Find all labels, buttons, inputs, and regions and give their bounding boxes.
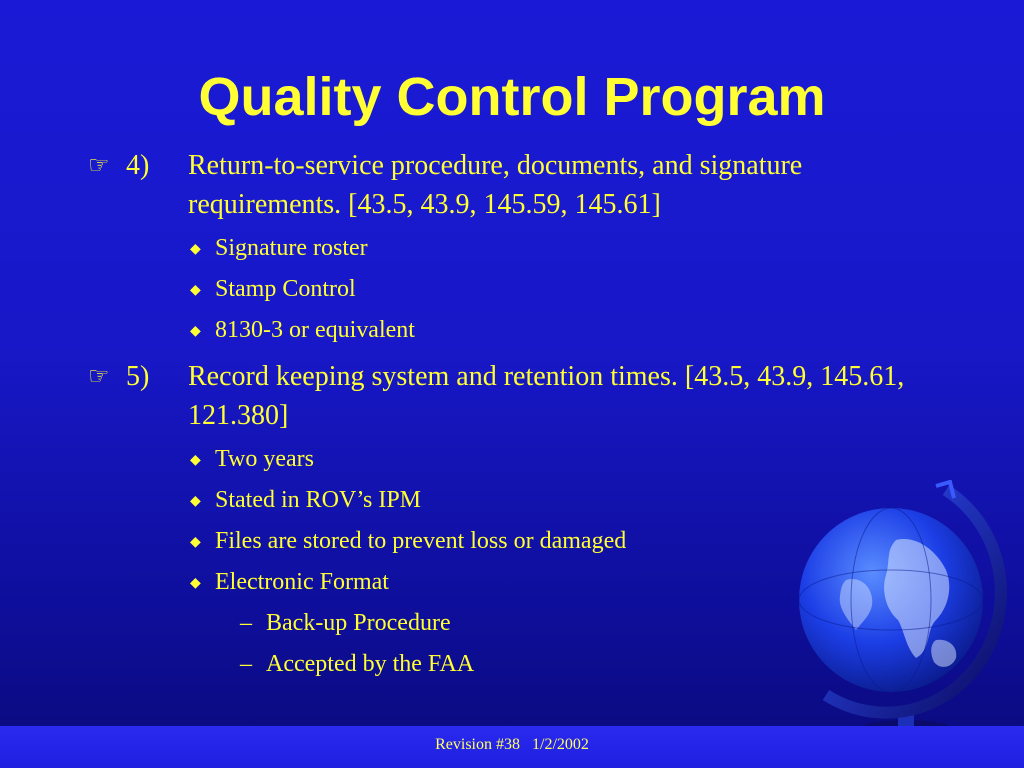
sub-sub-bullet-text: Accepted by the FAA <box>266 651 475 677</box>
sub-sub-bullet-text: Back-up Procedure <box>266 610 451 636</box>
revision-label: Revision #38 <box>435 736 520 753</box>
sub-bullet-text: Stamp Control <box>215 276 356 302</box>
sub-bullet-item <box>88 439 948 480</box>
sub-bullet-text: Electronic Format <box>215 569 389 595</box>
footer <box>0 736 1024 754</box>
diamond-bullet-icon: ◆ <box>190 575 201 591</box>
sub-bullet-text: Two years <box>215 446 314 472</box>
sub-bullet-item <box>88 310 948 351</box>
sub-bullet-item <box>88 228 948 269</box>
bullet-item-5 <box>88 357 948 435</box>
sub-bullet-text: 8130-3 or equivalent <box>215 317 415 343</box>
bullet-number: 4) <box>126 150 150 181</box>
diamond-bullet-icon: ◆ <box>190 241 201 257</box>
diamond-bullet-icon: ◆ <box>190 534 201 550</box>
bullet-text: Record keeping system and retention times. [43.5, 43.9, 145.61, 121.380] <box>188 361 905 431</box>
diamond-bullet-icon: ◆ <box>190 493 201 509</box>
footer-date: 1/2/2002 <box>532 736 589 753</box>
bullet-text: Return-to-service procedure, documents, and signature requirements. [43.5, 43.9, 145.59, 145.61] <box>188 150 803 220</box>
dash-bullet: – <box>240 610 252 636</box>
sub-bullet-item <box>88 269 948 310</box>
diamond-bullet-icon: ◆ <box>190 452 201 468</box>
sub-bullet-text: Files are stored to prevent loss or damaged <box>215 528 627 554</box>
pointing-hand-icon: ☞ <box>88 362 110 390</box>
diamond-bullet-icon: ◆ <box>190 282 201 298</box>
pointing-hand-icon: ☞ <box>88 151 110 179</box>
sub-bullet-text: Stated in ROV’s IPM <box>215 487 422 513</box>
bullet-number: 5) <box>126 361 150 392</box>
sub-bullet-text: Signature roster <box>215 235 368 261</box>
dash-bullet: – <box>240 651 252 677</box>
slide-title: Quality Control Program <box>198 67 826 127</box>
diamond-bullet-icon: ◆ <box>190 323 201 339</box>
globe-icon <box>786 480 1016 750</box>
bullet-item-4 <box>88 146 948 224</box>
